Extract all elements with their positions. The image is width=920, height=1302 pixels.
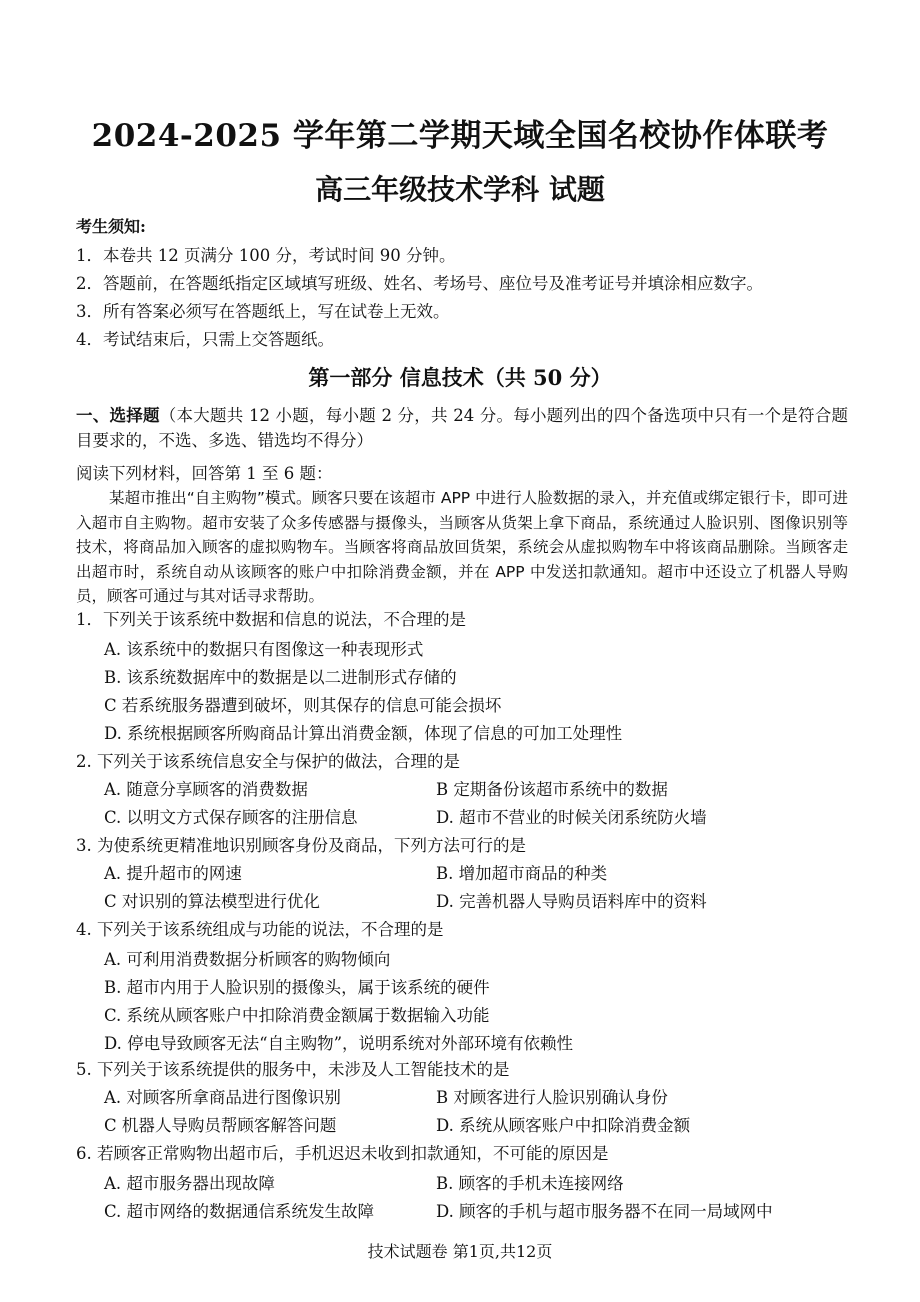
exam-title: 2024-2025 学年第二学期天域全国名校协作体联考 [91, 118, 829, 154]
section-title: 第一部分 信息技术（共 50 分） [308, 365, 612, 390]
q3-option-c: C 对识别的算法模型进行优化 [104, 892, 320, 911]
q5-option-c: C 机器人导购员帮顾客解答问题 [104, 1116, 337, 1135]
q6-option-d: D. 顾客的手机与超市服务器不在同一局域网中 [436, 1202, 773, 1221]
question-5: 5. 下列关于该系统提供的服务中，未涉及人工智能技术的是 [76, 1060, 510, 1079]
q4-option-a: A. 可利用消费数据分析顾客的购物倾向 [104, 950, 391, 969]
q3-option-b: B. 增加超市商品的种类 [436, 864, 608, 883]
question-3: 3. 为使系统更精准地识别顾客身份及商品，下列方法可行的是 [76, 836, 526, 855]
q4-option-d: D. 停电导致顾客无法“自主购物”，说明系统对外部环境有依赖性 [104, 1034, 574, 1053]
q6-option-a: A. 超市服务器出现故障 [104, 1174, 275, 1193]
notice-heading: 考生须知: [76, 217, 146, 236]
notice-item: 2．答题前，在答题纸指定区域填写班级、姓名、考场号、座位号及准考证号并填涂相应数字。 [76, 274, 763, 293]
q3-option-d: D. 完善机器人导购员语料库中的资料 [436, 892, 707, 911]
part1-instruction [76, 404, 848, 453]
q2-option-d: D. 超市不营业的时候关闭系统防火墙 [436, 808, 707, 827]
q1-option-c: C 若系统服务器遭到破坏，则其保存的信息可能会损坏 [104, 696, 502, 715]
q1-option-d: D. 系统根据顾客所购商品计算出消费金额，体现了信息的可加工处理性 [104, 724, 623, 743]
notice-item: 1．本卷共 12 页满分 100 分，考试时间 90 分钟。 [76, 246, 456, 265]
notice-item: 3．所有答案必须写在答题纸上，写在试卷上无效。 [76, 302, 450, 321]
question-1: 1．下列关于该系统中数据和信息的说法，不合理的是 [76, 610, 466, 629]
q2-option-c: C. 以明文方式保存顾客的注册信息 [104, 808, 358, 827]
q5-option-b: B 对顾客进行人脸识别确认身份 [436, 1088, 668, 1107]
notice-item: 4．考试结束后，只需上交答题纸。 [76, 330, 334, 349]
q4-option-c: C. 系统从顾客账户中扣除消费金额属于数据输入功能 [104, 1006, 490, 1025]
q4-option-b: B. 超市内用于人脸识别的摄像头，属于该系统的硬件 [104, 978, 490, 997]
part1-instruction-text: （本大题共 12 小题，每小题 2 分，共 24 分。每小题列出的四个备选项中只有一个是符合题目要求的，不选、多选、错选均不得分） [76, 406, 849, 450]
q6-option-b: B. 顾客的手机未连接网络 [436, 1174, 624, 1193]
q2-option-b: B 定期备份该超市系统中的数据 [436, 780, 668, 799]
q2-option-a: A. 随意分享顾客的消费数据 [104, 780, 308, 799]
q1-option-b: B. 该系统数据库中的数据是以二进制形式存储的 [104, 668, 457, 687]
read-prompt: 阅读下列材料，回答第 1 至 6 题： [76, 464, 333, 483]
page-footer: 技术试题卷 第1页,共12页 [367, 1242, 553, 1261]
q3-option-a: A. 提升超市的网速 [104, 864, 242, 883]
q1-option-a: A. 该系统中的数据只有图像这一种表现形式 [104, 640, 424, 659]
question-2: 2. 下列关于该系统信息安全与保护的做法，合理的是 [76, 752, 460, 771]
question-4: 4. 下列关于该系统组成与功能的说法，不合理的是 [76, 920, 444, 939]
q5-option-a: A. 对顾客所拿商品进行图像识别 [104, 1088, 341, 1107]
q6-option-c: C. 超市网络的数据通信系统发生故障 [104, 1202, 375, 1221]
part1-heading: 一、选择题 [76, 406, 160, 425]
q5-option-d: D. 系统从顾客账户中扣除消费金额 [436, 1116, 691, 1135]
exam-subtitle: 高三年级技术学科 试题 [315, 173, 605, 206]
question-6: 6. 若顾客正常购物出超市后，手机迟迟未收到扣款通知，不可能的原因是 [76, 1144, 609, 1163]
reading-material: 某超市推出“自主购物”模式。顾客只要在该超市 APP 中进行人脸数据的录入，并充值或绑定银行卡，即可进入超市自主购物。超市安装了众多传感器与摄像头，当顾客从货架上拿下商品，系统通过人脸识别、图像识别等技术，将商品加入顾客的虚拟购物车。当顾客将商品放回货架，系统会从虚拟购物车中将该商品删除。当顾客走出超市时，系统自动从该顾客的账户中扣除消费金额，并在 APP 中发送扣款通知。超市中还设立了机器人导购员，顾客可通过与其对话寻求帮助。 [76, 489, 848, 605]
